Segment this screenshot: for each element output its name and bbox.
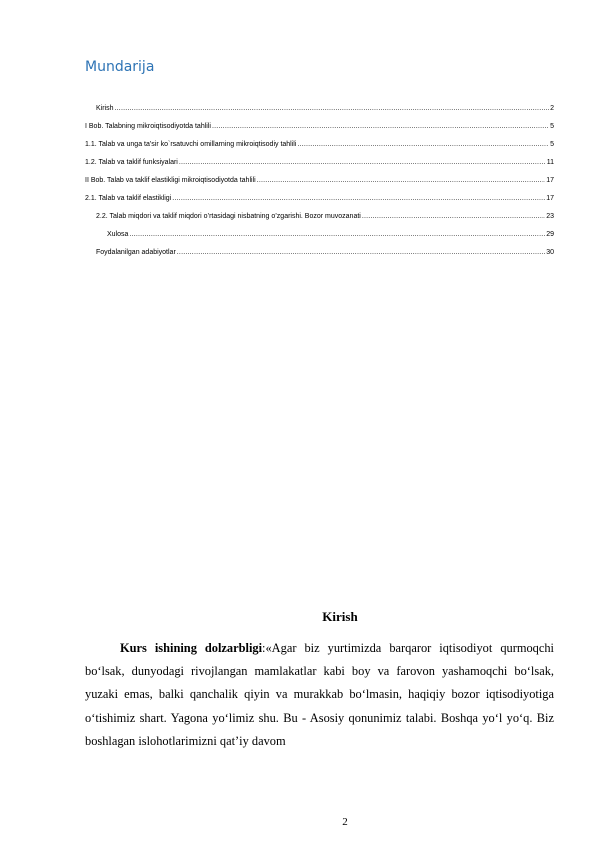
toc-entry-page: 5 bbox=[550, 123, 554, 130]
toc-heading: Mundarija bbox=[85, 59, 155, 75]
table-of-contents bbox=[85, 104, 554, 266]
toc-entry-title: Foydalanilgan adabiyotlar bbox=[96, 249, 176, 256]
toc-entry-xulosa[interactable] bbox=[85, 230, 554, 248]
toc-entry-section-2-1[interactable] bbox=[85, 194, 554, 212]
toc-entry-page: 11 bbox=[546, 159, 554, 166]
toc-entry-title: II Bob. Talab va taklif elastikligi mikroiqtisodiyotda tahlili bbox=[85, 177, 256, 184]
toc-entry-kirish[interactable] bbox=[85, 104, 554, 122]
toc-entry-page: 23 bbox=[546, 213, 554, 220]
toc-entry-page: 17 bbox=[546, 177, 554, 184]
dot-leader bbox=[115, 104, 550, 114]
toc-entry-page: 17 bbox=[546, 195, 554, 202]
toc-entry-title: 1.2. Talab va taklif funksiyalari bbox=[85, 159, 178, 166]
paragraph-text: :«Agar biz yurtimizda barqaror iqtisodiyot qurmoqchi bo‘lsak, dunyodagi rivojlangan mamlakatlar kabi boy va farovon yashamoqchi bo‘lsak, yuzaki emas, balki qanchalik qiyin va murakkab bo‘lmasin, haqiqiy bozor iqtisodiyotiga o‘tishimiz shart. Yagona yo‘limiz shu. Bu - Asosiy qonunimiz talabi. Boshqa yo‘l yo‘q. Biz boshlagan islohotlarimizni qat’iy davom bbox=[85, 641, 555, 748]
toc-entry-title: 2.1. Talab va taklif elastikligi bbox=[85, 195, 172, 202]
toc-entry-page: 30 bbox=[546, 249, 554, 256]
section-title: Kirish bbox=[322, 609, 358, 624]
dot-leader bbox=[362, 212, 545, 222]
dot-leader bbox=[177, 248, 545, 258]
toc-entry-page: 5 bbox=[550, 141, 554, 148]
toc-entry-title: 1.1. Talab va unga ta’sir ko`rsatuvchi omillarning mikroiqtisodiy tahlili bbox=[85, 141, 297, 148]
toc-entry-section-2-2[interactable] bbox=[85, 212, 554, 230]
toc-entry-title: I Bob. Talabning mikroiqtisodiyotda tahlili bbox=[85, 123, 211, 130]
dot-leader bbox=[129, 230, 545, 240]
toc-entry-section-1-1[interactable] bbox=[85, 140, 554, 158]
dot-leader bbox=[297, 140, 549, 150]
toc-entry-title: 2.2. Talab miqdori va taklif miqdori o’rtasidagi nisbatning o’zgarishi. Bozor muvozanati bbox=[96, 213, 361, 220]
dot-leader bbox=[257, 176, 546, 186]
dot-leader bbox=[172, 194, 545, 204]
toc-entry-chapter-2[interactable] bbox=[85, 176, 554, 194]
paragraph-lead: Kurs ishining dolzarbligi bbox=[120, 641, 263, 655]
toc-entry-title: Kirish bbox=[96, 105, 114, 112]
toc-entry-page: 29 bbox=[546, 231, 554, 238]
dot-leader bbox=[212, 122, 549, 132]
toc-entry-section-1-2[interactable] bbox=[85, 158, 554, 176]
toc-entry-title: Xulosa bbox=[107, 231, 129, 238]
toc-entry-page: 2 bbox=[550, 105, 554, 112]
toc-entry-references[interactable] bbox=[85, 248, 554, 266]
dot-leader bbox=[179, 158, 546, 168]
body-paragraph bbox=[85, 637, 554, 753]
toc-entry-chapter-1[interactable] bbox=[85, 122, 554, 140]
page-number: 2 bbox=[342, 816, 348, 828]
